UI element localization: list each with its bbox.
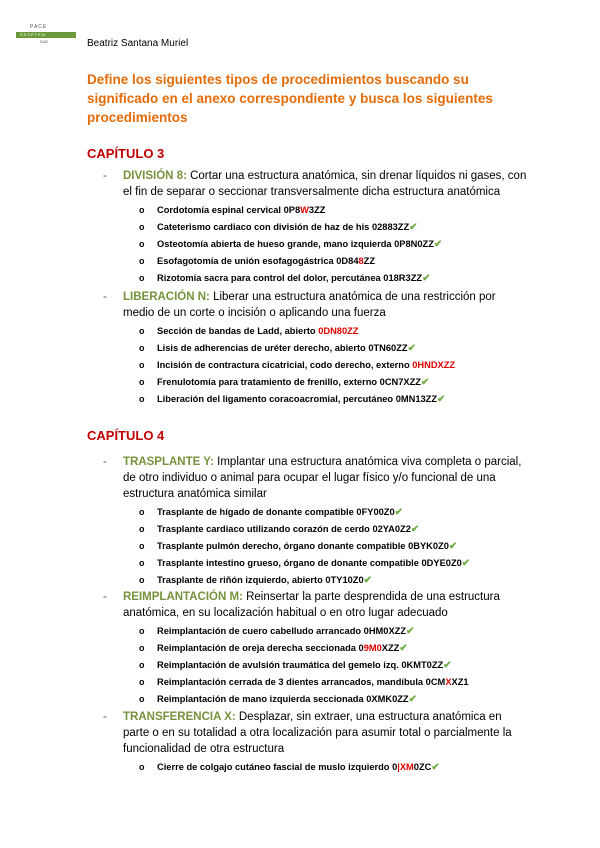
section-liberacion <box>87 289 527 408</box>
list-item: o Osteotomía abierta de hueso grande, mano izquierda 0P8N0ZZ✔ <box>139 236 527 253</box>
check-icon: ✔ <box>406 626 415 637</box>
bullet-dash: - <box>103 456 107 468</box>
list-item: o Frenulotomía para tratamiento de frenillo, externo 0CN7XZZ✔ <box>139 374 527 391</box>
list-item: o Reimplantación de mano izquierda seccionada 0XMK0ZZ✔ <box>139 691 527 708</box>
term-definition: Desplazar, sin extraer, una estructura anatómica en parte o en su totalidad a otra localización para asumir total o parcialmente la funcionalidad de otra estructura <box>123 711 512 755</box>
list-item: o Reimplantación de avulsión traumática del gemelo izq. 0KMT0ZZ✔ <box>139 657 527 674</box>
list-item: o Rizotomía sacra para control del dolor, percutánea 018R3ZZ✔ <box>139 270 527 287</box>
list-item: o Cierre de colgajo cutáneo fascial de muslo izquierdo 0|XM0ZC✔ <box>139 759 527 776</box>
logo <box>16 24 76 46</box>
check-icon: ✔ <box>399 643 408 654</box>
logo-top-text: PACE <box>30 24 48 30</box>
check-icon: ✔ <box>409 222 418 233</box>
check-icon: ✔ <box>408 694 417 705</box>
term-label: REIMPLANTACIÓN M: <box>123 591 243 603</box>
term-definition: Cortar una estructura anatómica, sin drenar líquidos ni gases, con el fin de separar o seccionar transversalmente dicha estructura anatómica <box>123 170 527 198</box>
list-item: o Cateterismo cardiaco con división de haz de his 02883ZZ✔ <box>139 219 527 236</box>
list-item: o Reimplantación de cuero cabelludo arrancado 0HM0XZZ✔ <box>139 623 527 640</box>
list-item: o Esofagotomía de unión esofagogástrica 0D848ZZ <box>139 253 527 270</box>
list-item: o Reimplantación de oreja derecha seccionada 09M0XZZ✔ <box>139 640 527 657</box>
list-item: o Sección de bandas de Ladd, abierto 0DN80ZZ <box>139 323 527 340</box>
logo-bottom-text: DAE <box>40 39 49 44</box>
check-icon: ✔ <box>443 660 452 671</box>
check-icon: ✔ <box>437 394 446 405</box>
list-item: o Incisión de contractura cicatricial, codo derecho, externo 0HNDXZZ <box>139 357 527 374</box>
check-icon: ✔ <box>431 762 440 773</box>
section-transferencia <box>87 709 527 776</box>
chapter-heading-3: CAPÍTULO 3 <box>87 146 165 161</box>
author-name: Beatriz Santana Muriel <box>87 38 189 49</box>
check-icon: ✔ <box>394 507 404 518</box>
chapter-heading-4: CAPÍTULO 4 <box>87 428 165 443</box>
list-item: o Reimplantación cerrada de 3 dientes arrancados, mandíbula 0CMXXZ1 <box>139 674 527 691</box>
list-item: o Lisis de adherencias de uréter derecho, abierto 0TN60ZZ✔ <box>139 340 527 357</box>
list-item: o Liberación del ligamento coracoacromial, percutáneo 0MN13ZZ✔ <box>139 391 527 408</box>
bullet-dash: - <box>103 711 107 723</box>
section-reimplantacion <box>87 589 527 708</box>
check-icon: ✔ <box>433 239 443 250</box>
bullet-dash: - <box>103 591 107 603</box>
section-trasplante <box>87 454 527 589</box>
page-title: Define los siguientes tipos de procedimientos buscando su significado en el anexo correspondiente y busca los siguientes procedimientos <box>87 72 493 125</box>
bullet-dash: - <box>103 170 107 182</box>
check-icon: ✔ <box>422 273 431 284</box>
check-icon: ✔ <box>407 343 416 354</box>
list-item: o Trasplante pulmón derecho, órgano donante compatible 0BYK0Z0✔ <box>139 538 527 555</box>
term-definition: Liberar una estructura anatómica de una restricción por medio de un corte o incisión o aplicando una fuerza <box>123 291 496 319</box>
term-label: DIVISIÓN 8: <box>123 170 187 182</box>
term-label: TRASPLANTE Y: <box>123 456 214 468</box>
list-item: o Cordotomía espinal cervical 0P8W3ZZ <box>139 202 527 219</box>
term-label: TRANSFERENCIA X: <box>123 711 236 723</box>
term-definition: Reinsertar la parte desprendida de una estructura anatómica, en su localización habitual o en otro lugar adecuado <box>123 591 500 619</box>
bullet-dash: - <box>103 291 107 303</box>
logo-bar-text: SSSPTEN <box>20 32 46 37</box>
list-item: o Trasplante de riñón izquierdo, abierto 0TY10Z0✔ <box>139 572 527 589</box>
list-item: o Trasplante intestino grueso, órgano de donante compatible 0DYE0Z0✔ <box>139 555 527 572</box>
check-icon: ✔ <box>420 377 430 388</box>
check-icon: ✔ <box>461 558 471 569</box>
section-division <box>87 168 527 287</box>
list-item: o Trasplante cardiaco utilizando corazón de cerdo 02YA0Z2✔ <box>139 521 527 538</box>
term-label: LIBERACIÓN N: <box>123 291 210 303</box>
list-item: o Trasplante de hígado de donante compatible 0FY00Z0✔ <box>139 504 527 521</box>
check-icon: ✔ <box>410 524 420 535</box>
check-icon: ✔ <box>363 575 373 586</box>
term-definition: Implantar una estructura anatómica viva completa o parcial, de otro individuo o animal para ocupar el lugar físico y/o funcional de una estructura anatómica similar <box>123 456 522 500</box>
check-icon: ✔ <box>448 541 458 552</box>
